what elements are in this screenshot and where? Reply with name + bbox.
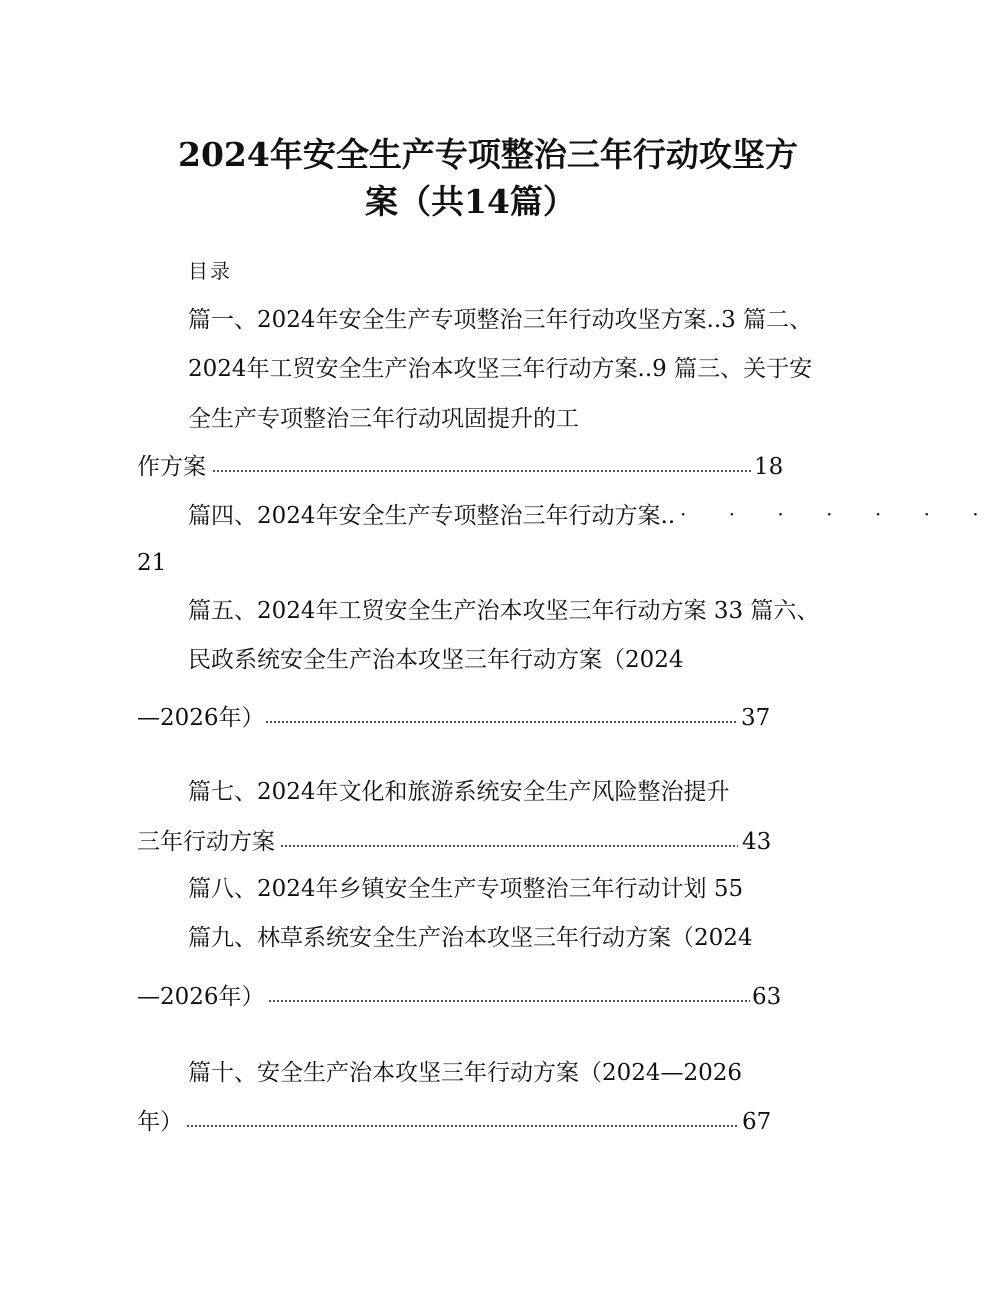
page-number: 18 (754, 454, 784, 480)
toc-entry-title: —2026年） (137, 984, 265, 1010)
toc-entry-title: —2026年） (137, 705, 265, 731)
toc-line: 篇八、2024年乡镇安全生产专项整治三年行动计划 55 (188, 876, 744, 902)
toc-line: 民政系统安全生产治本攻坚三年行动方案（2024 (188, 647, 684, 673)
toc-line: 篇七、2024年文化和旅游系统安全生产风险整治提升 (188, 779, 730, 805)
page-number: 43 (742, 829, 772, 855)
toc-line: 篇五、2024年工贸安全生产治本攻坚三年行动方案 33 篇六、 (188, 598, 820, 624)
dot-leader (212, 470, 752, 472)
toc-entry-title: 作方案 (137, 454, 206, 480)
page-number: 37 (741, 705, 771, 731)
toc-line: 全生产专项整治三年行动巩固提升的工 (188, 406, 579, 432)
title-line-1: 2024年安全生产专项整治三年行动攻坚方 (178, 135, 798, 174)
toc-entry-title: 年） (137, 1109, 183, 1135)
dot-leader (268, 1000, 750, 1002)
toc-line: 篇九、林草系统安全生产治本攻坚三年行动方案（2024 (188, 925, 753, 951)
page-number: 21 (137, 550, 167, 576)
dot-leader (186, 1125, 738, 1127)
toc-line: 2024年工贸安全生产治本攻坚三年行动方案..9 篇三、关于安 (188, 356, 813, 382)
dot-leader: · · · · · · · (680, 502, 997, 526)
toc-entry-title: 三年行动方案 (137, 829, 275, 855)
page-number: 63 (752, 984, 782, 1010)
dot-leader (265, 721, 737, 723)
toc-heading: 目录 (188, 259, 232, 283)
dot-leader (280, 845, 738, 847)
toc-line: 篇一、2024年安全生产专项整治三年行动攻坚方案..3 篇二、 (188, 307, 813, 333)
toc-line: 篇十、安全生产治本攻坚三年行动方案（2024—2026 (188, 1060, 743, 1086)
toc-line: 篇四、2024年安全生产专项整治三年行动方案.. (188, 503, 676, 529)
page-number: 67 (742, 1109, 772, 1135)
title-line-2: 案（共14篇） (365, 182, 576, 221)
